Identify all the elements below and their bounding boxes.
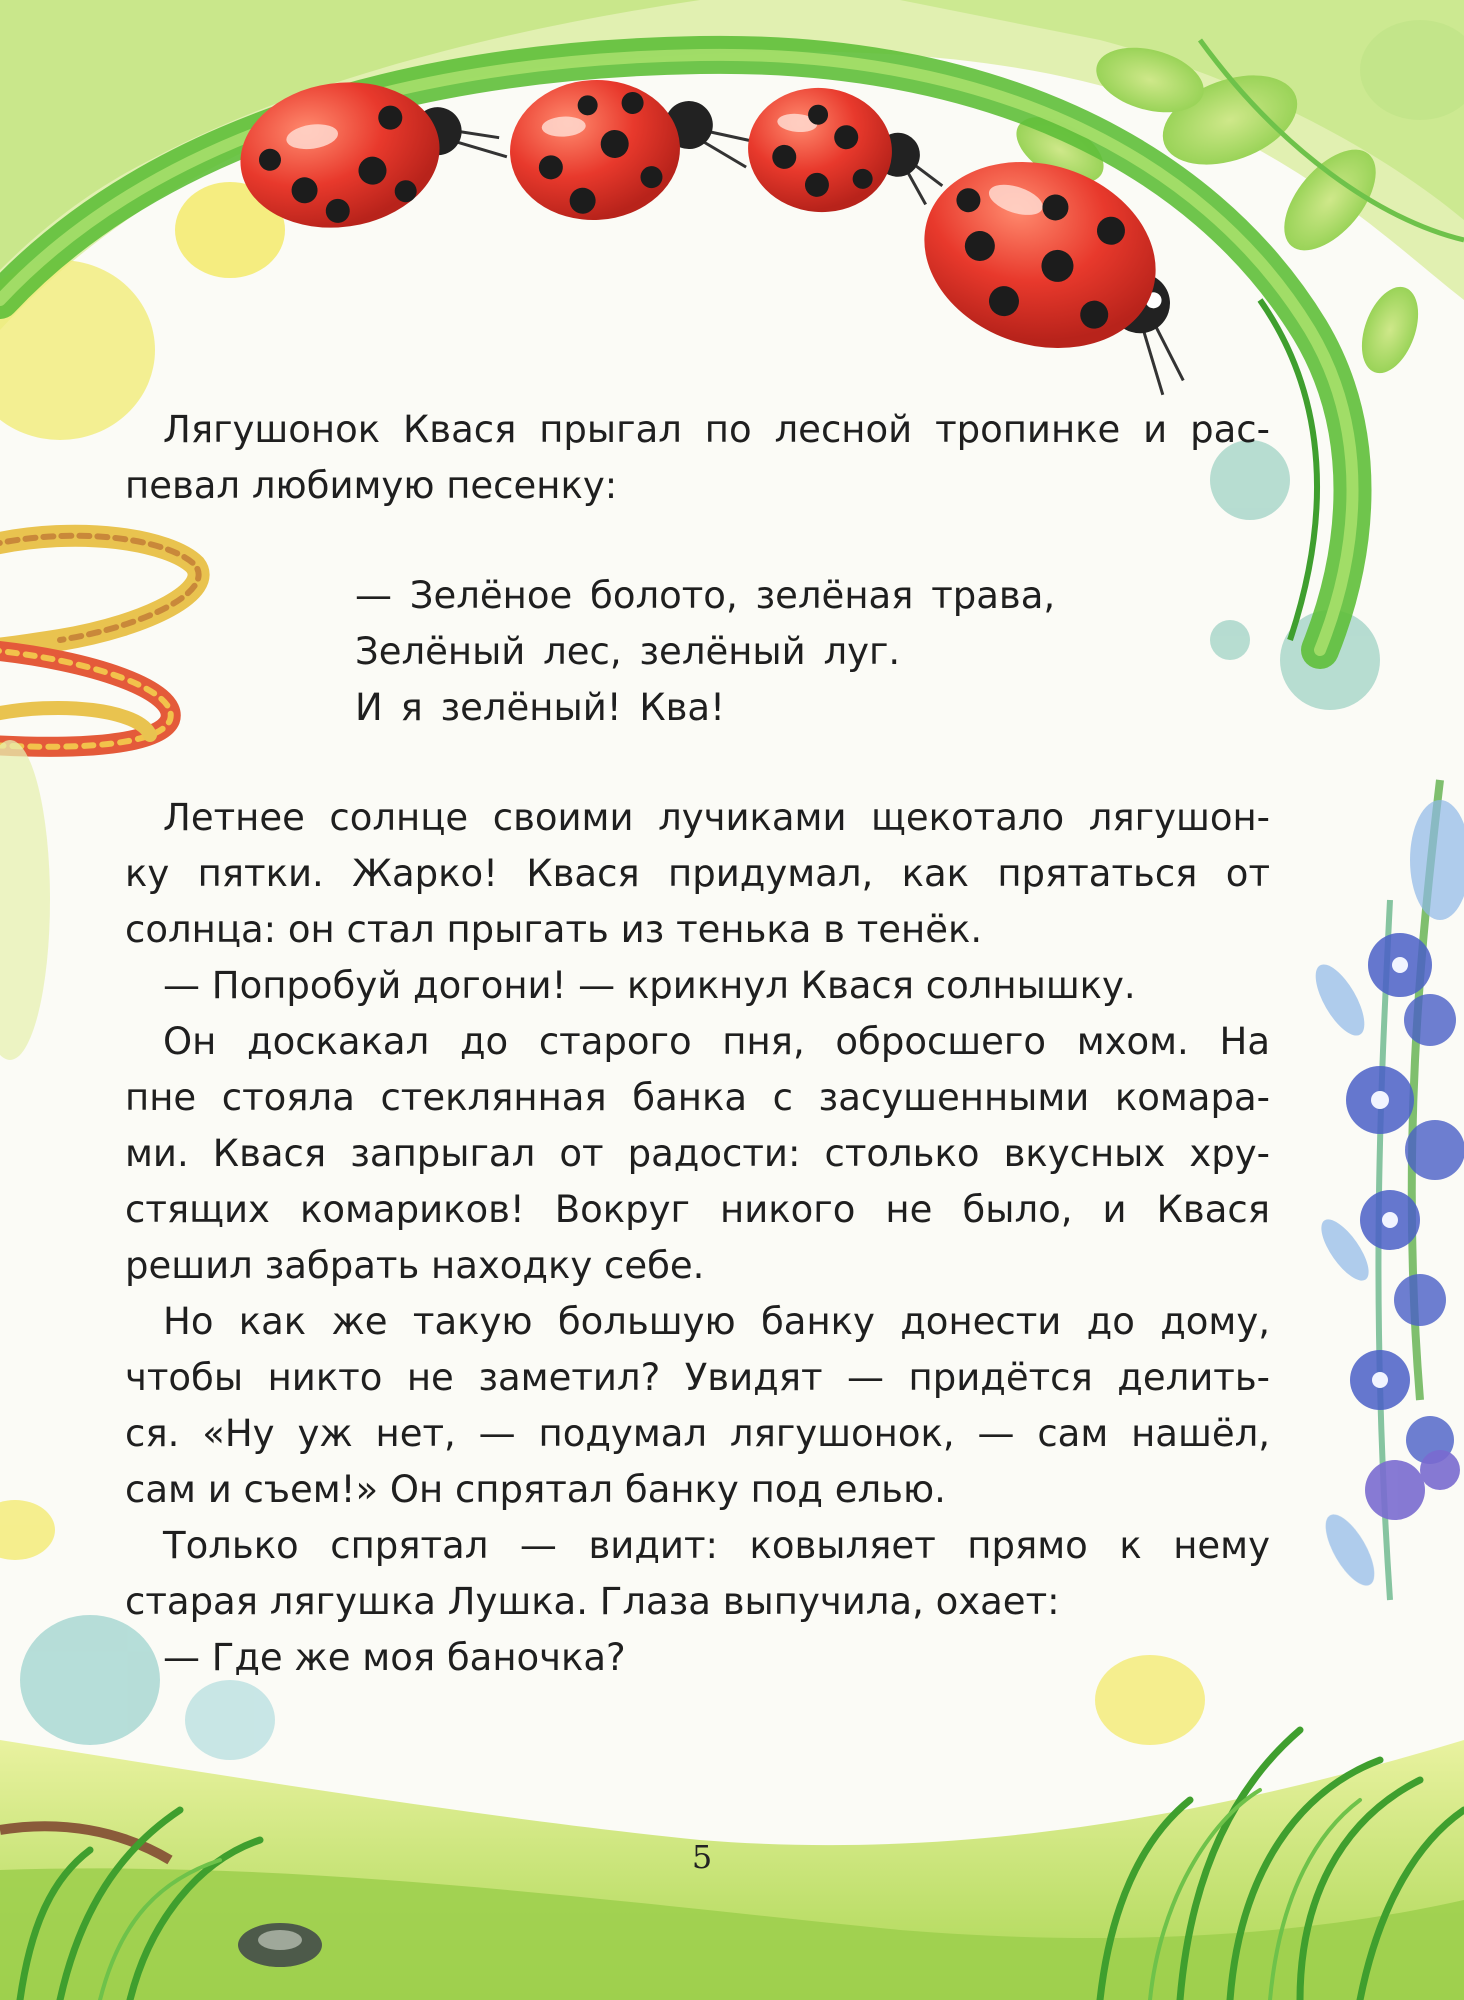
text-line: — Попробуй догони! — крикнул Квася солнышку. [163,964,1136,1007]
text-line: сам и съем!» Он спрятал банку под елью. [125,1468,946,1511]
text-line: — Где же моя баночка? [163,1636,626,1679]
text-line: солнца: он стал прыгать из тенька в тенёк. [125,908,983,951]
text-line: старая лягушка Лушка. Глаза выпучила, охает: [125,1580,1060,1623]
text-line: Летнее солнце своими лучиками щекотало лягушон- [163,796,1270,839]
text-line: Но как же такую большую банку донести до дому, [163,1300,1270,1343]
verse-line: — Зелёное болото, зелёная трава, [355,574,1056,617]
text-line: ку пятки. Жарко! Квася придумал, как прятаться от [125,852,1270,895]
text-line: Он доскакал до старого пня, обросшего мхом. На [163,1020,1270,1063]
text-line: чтобы никто не заметил? Увидят — придётся делить- [125,1356,1270,1399]
page-number: 5 [691,1838,713,1876]
text-line: Лягушонок Квася прыгал по лесной тропинке и рас- [163,408,1270,451]
text-line: ся. «Ну уж нет, — подумал лягушонок, — сам нашёл, [125,1412,1270,1455]
verse-line: Зелёный лес, зелёный луг. [355,630,901,673]
text-line: стящих комариков! Вокруг никого не было, и Квася [125,1188,1270,1231]
text-line: решил забрать находку себе. [125,1244,705,1287]
verse-line: И я зелёный! Ква! [355,686,725,729]
text-line: Только спрятал — видит: ковыляет прямо к нему [163,1524,1270,1567]
text-line: ми. Квася запрыгал от радости: столько вкусных хру- [125,1132,1270,1175]
text-line: пне стояла стеклянная банка с засушенными комара- [125,1076,1270,1119]
text-line: певал любимую песенку: [125,464,618,507]
